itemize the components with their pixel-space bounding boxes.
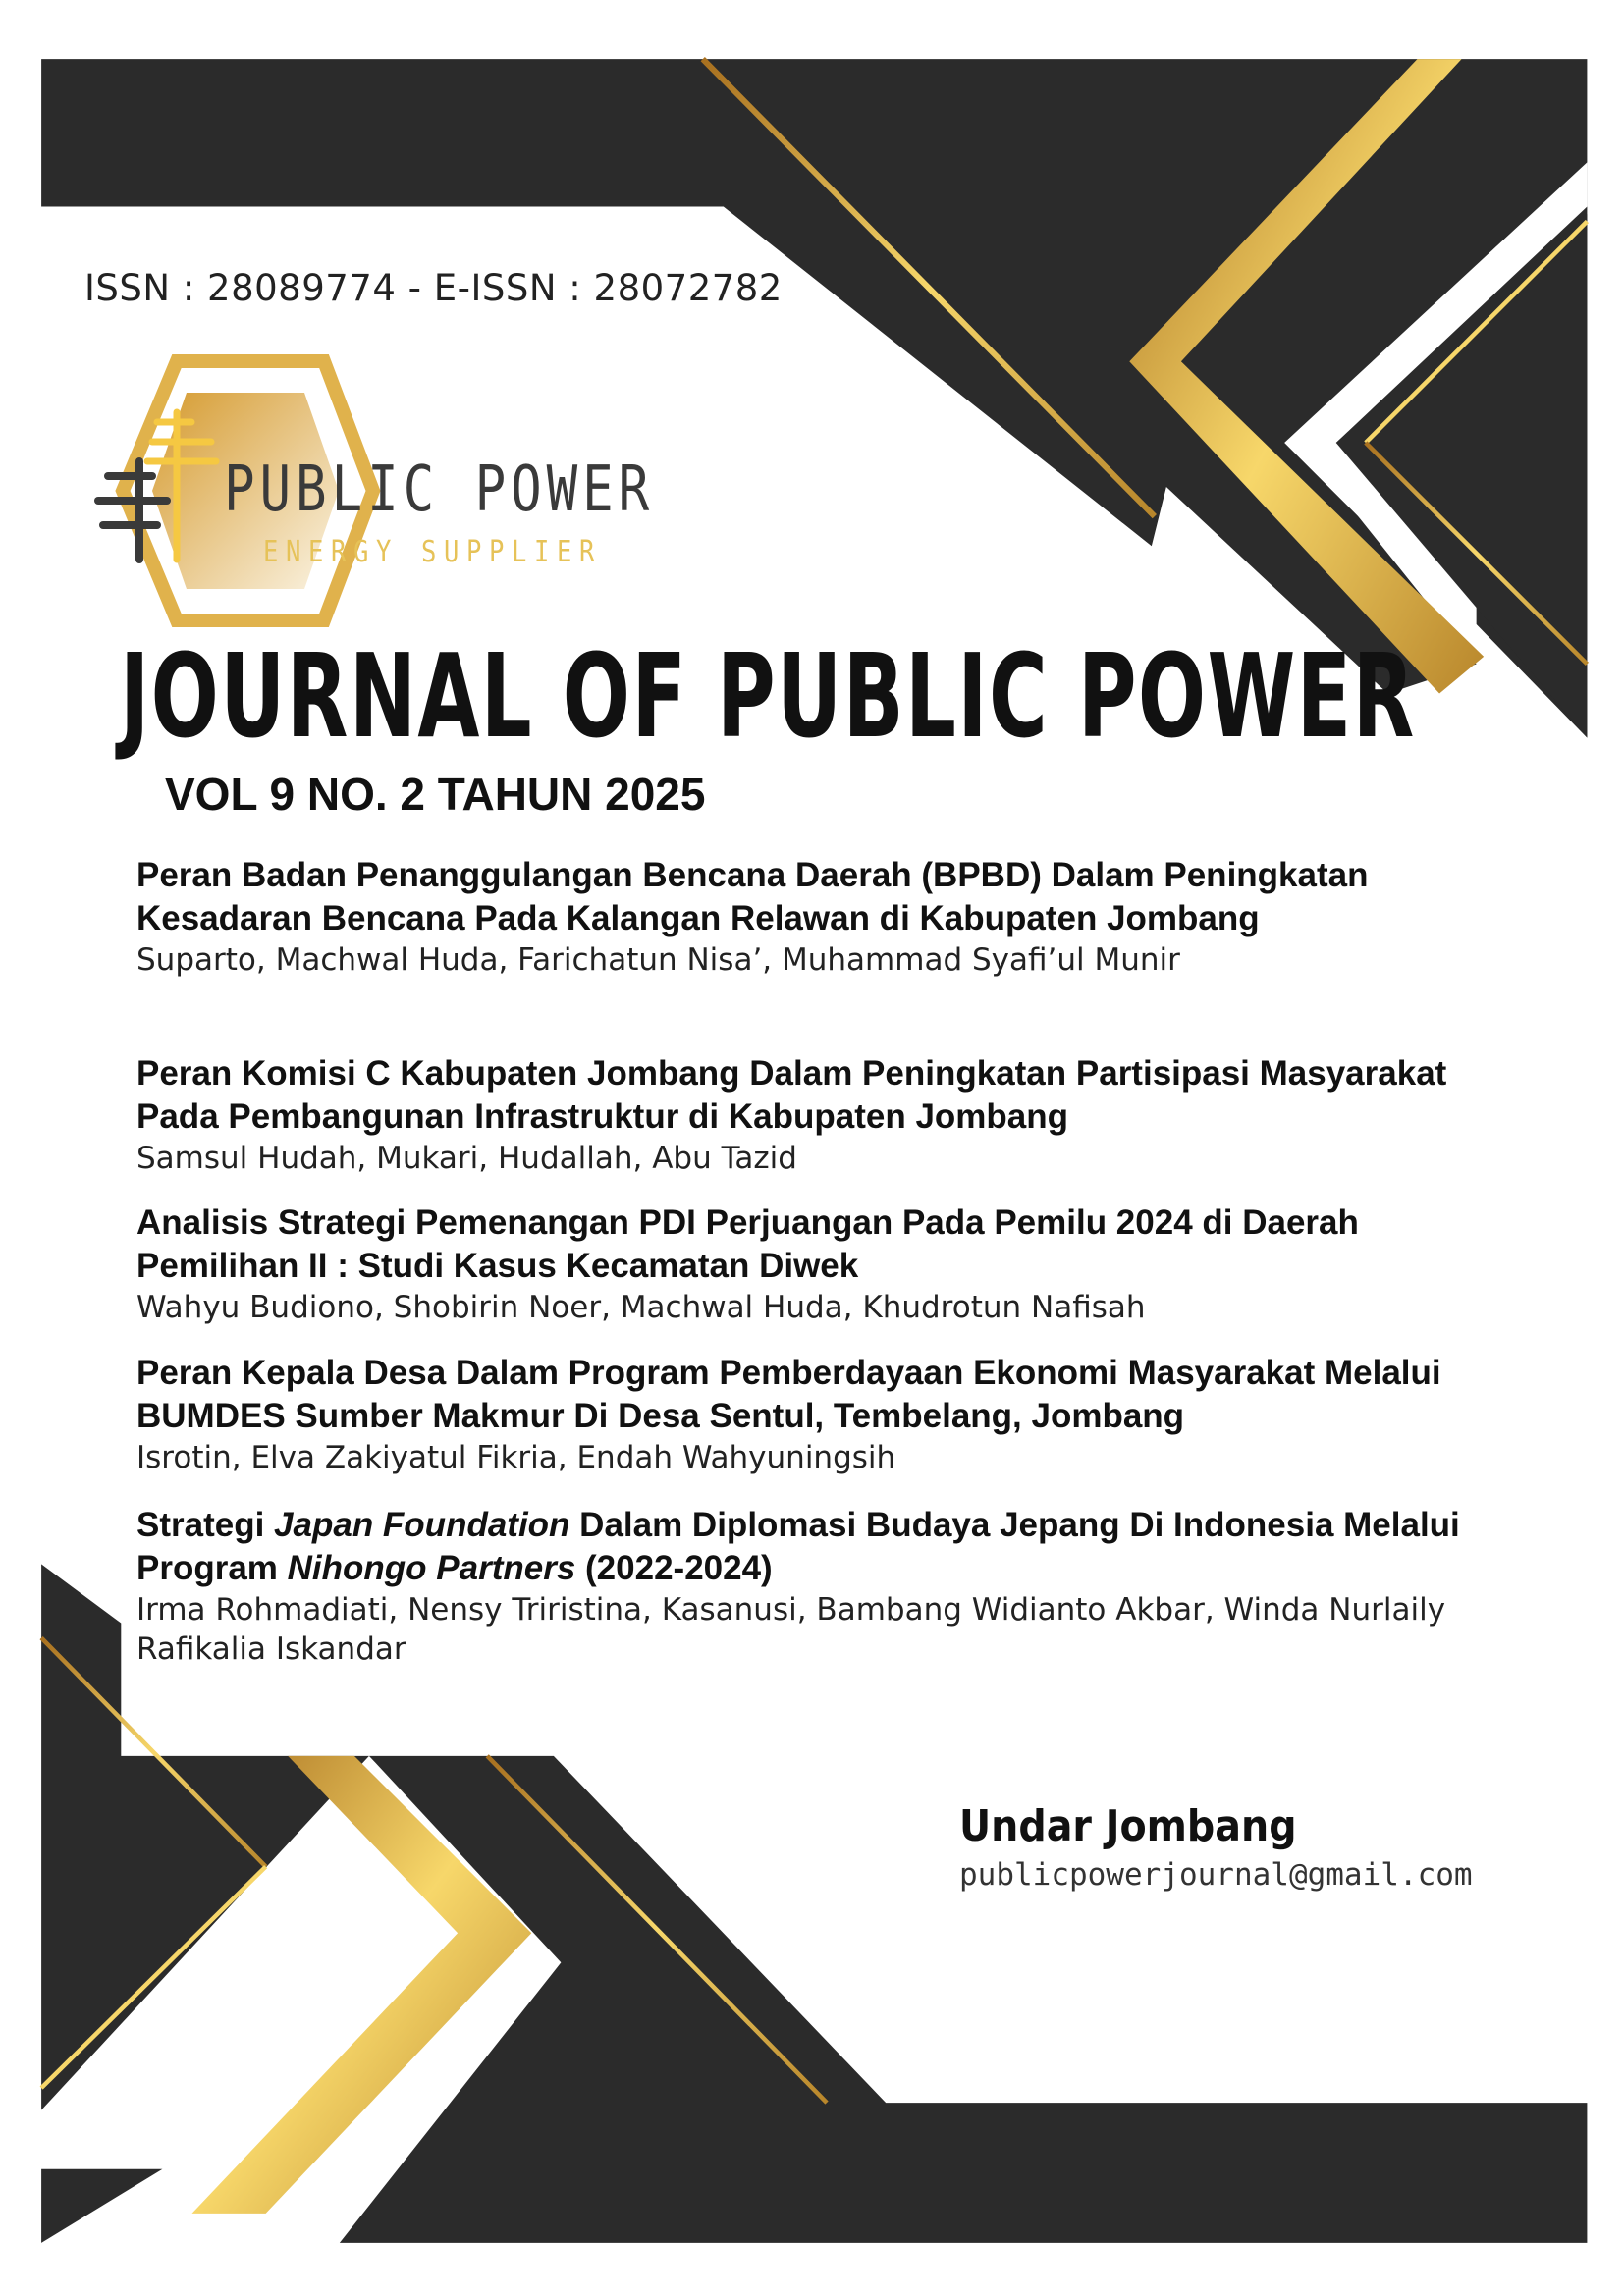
title-part: Strategi [136, 1506, 275, 1544]
title-part: (2022-2024) [575, 1549, 773, 1587]
article-title: Analisis Strategi Pemenangan PDI Perjuangan Pada Pemilu 2024 di Daerah Pemilihan II : Studi Kasus Kecamatan Diwek [136, 1203, 1359, 1285]
volume-label: VOL 9 NO. 2 TAHUN 2025 [165, 769, 706, 820]
article-authors: Wahyu Budiono, Shobirin Noer, Machwal Huda, Khudrotun Nafisah [136, 1290, 1146, 1325]
article-1 [136, 854, 1511, 980]
title-part-italic: Japan Foundation [274, 1506, 570, 1544]
contact-email: publicpowerjournal@gmail.com [959, 1857, 1473, 1893]
article-authors: Samsul Hudah, Mukari, Hudallah, Abu Tazid [136, 1141, 797, 1176]
article-authors: Isrotin, Elva Zakiyatul Fikria, Endah Wahyuningsih [136, 1440, 896, 1475]
title-part-italic: Nihongo Partners [287, 1549, 576, 1587]
title-part: Dalam Diplomasi Budaya Jepang Di Indonesia Melalui Program [136, 1506, 1460, 1587]
article-5 [136, 1504, 1511, 1669]
article-3 [136, 1201, 1511, 1327]
article-title: Peran Badan Penanggulangan Bencana Daerah (BPBD) Dalam Peningkatan Kesadaran Bencana Pada Kalangan Relawan di Kabupaten Jombang [136, 856, 1369, 937]
article-authors: Irma Rohmadiati, Nensy Triristina, Kasanusi, Bambang Widianto Akbar, Winda Nurlaily Rafikalia Iskandar [136, 1592, 1446, 1667]
journal-title: JOURNAL OF PUBLIC POWER [120, 628, 1416, 764]
article-title: Peran Kepala Desa Dalam Program Pemberdayaan Ekonomi Masyarakat Melalui BUMDES Sumber Makmur Di Desa Sentul, Tembelang, Jombang [136, 1354, 1441, 1435]
issn-numbers: ISSN : 28089774 - E-ISSN : 28072782 [84, 267, 783, 309]
publisher-name: Undar Jombang [959, 1801, 1297, 1851]
article-authors: Suparto, Machwal Huda, Farichatun Nisa’, Muhammad Syafi’ul Munir [136, 942, 1180, 978]
logo-subtitle: ENERGY SUPPLIER [263, 535, 603, 569]
article-4 [136, 1352, 1511, 1477]
article-title [136, 1504, 1511, 1590]
article-2 [136, 1052, 1511, 1178]
logo-title: PUBLIC POWER [224, 454, 655, 526]
article-title: Peran Komisi C Kabupaten Jombang Dalam Peningkatan Partisipasi Masyarakat Pada Pembangunan Infrastruktur di Kabupaten Jombang [136, 1054, 1447, 1136]
